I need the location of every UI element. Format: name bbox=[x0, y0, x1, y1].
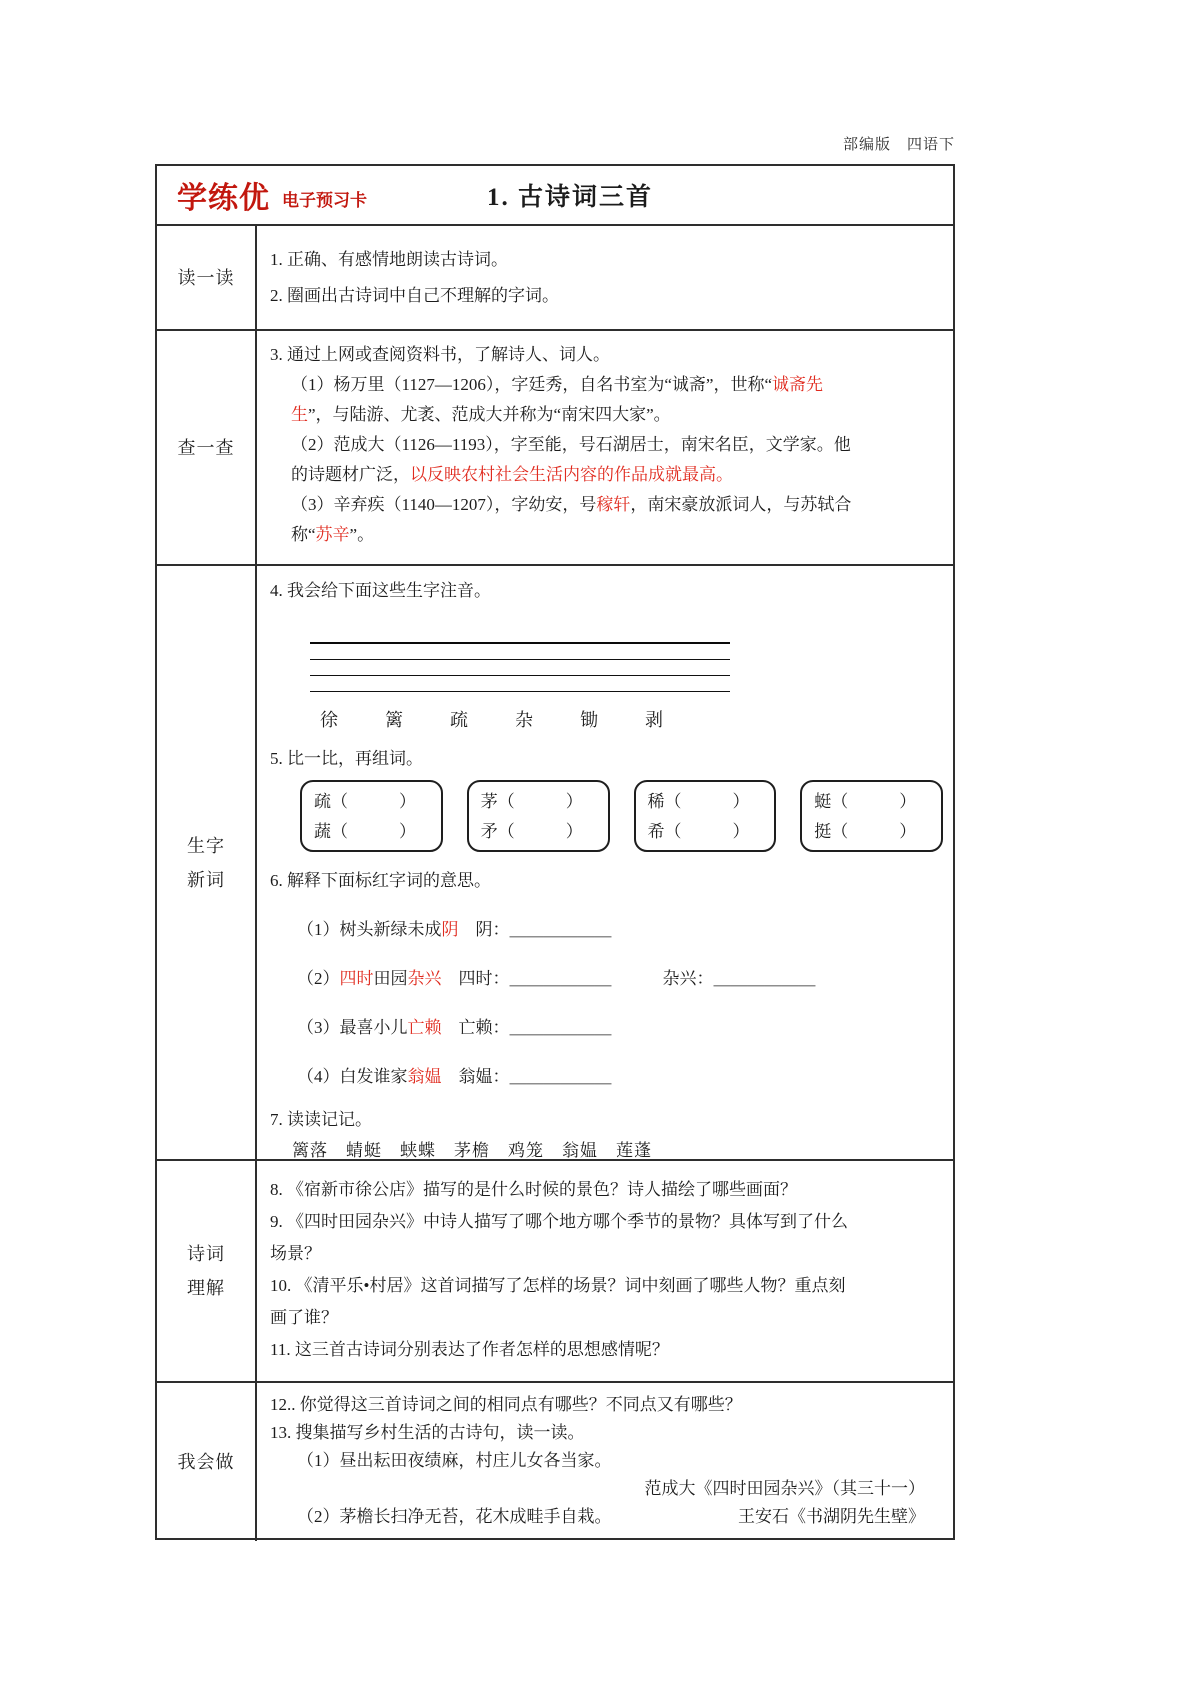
question-line: 11. 这三首古诗词分别表达了作者怎样的思想感情呢？ bbox=[270, 1340, 669, 1359]
question-line: 12.. 你觉得这三首诗词之间的相同点有哪些？不同点又有哪些？ bbox=[270, 1395, 742, 1414]
brand-subtitle: 电子预习卡 bbox=[282, 190, 367, 210]
card-header bbox=[157, 166, 953, 226]
poem-attribution: 范成大《四时田园杂兴》（其三十一） bbox=[644, 1479, 925, 1498]
question-line: 画了谁？ bbox=[270, 1308, 338, 1327]
section-content-search bbox=[257, 331, 953, 564]
explain-item: （4）白发谁家翁媪 翁媪：＿＿＿＿＿＿ bbox=[297, 1067, 612, 1086]
section-row-vocab bbox=[157, 566, 953, 1161]
task-line: 1. 正确、有感情地朗读古诗词。 bbox=[270, 250, 508, 269]
compare-box-line: 稀（ ） bbox=[647, 792, 750, 811]
section-label-text: 诗词 bbox=[187, 1244, 225, 1264]
section-label-understand bbox=[157, 1161, 257, 1381]
poet-bio-line: （3）辛弃疾（1140—1207），字幼安，号稼轩，南宋豪放派词人，与苏轼合 bbox=[291, 495, 852, 514]
explain-item: （2）四时田园杂兴 四时：＿＿＿＿＿＿ 杂兴：＿＿＿＿＿＿ bbox=[297, 969, 816, 988]
task-line: 6. 解释下面标红字词的意思。 bbox=[270, 871, 491, 890]
section-label-todo bbox=[157, 1383, 257, 1541]
compare-box-line: 茅（ ） bbox=[480, 792, 583, 811]
task-line: 7. 读读记记。 bbox=[270, 1110, 372, 1129]
section-label-text: 我会做 bbox=[177, 1452, 235, 1472]
compare-box bbox=[800, 780, 943, 852]
question-line: 场景？ bbox=[270, 1244, 321, 1263]
section-label-search bbox=[157, 331, 257, 564]
poet-bio-line: 称“苏辛”。 bbox=[291, 525, 375, 544]
question-line: 9. 《四时田园杂兴》中诗人描写了哪个地方哪个季节的景物？具体写到了什么 bbox=[270, 1212, 848, 1231]
section-label-read bbox=[157, 226, 257, 329]
poet-bio-line: 的诗题材广泛，以反映农村社会生活内容的作品成就最高。 bbox=[291, 465, 733, 484]
compare-box-line: 蔬（ ） bbox=[314, 822, 416, 841]
writing-line bbox=[310, 642, 730, 644]
lesson-title: 1. 古诗词三首 bbox=[487, 184, 654, 211]
poem-line: （2）茅檐长扫净无苔，花木成畦手自栽。 bbox=[297, 1507, 612, 1526]
section-label-text: 新词 bbox=[187, 869, 225, 890]
brand-logo: 学练优 bbox=[177, 182, 270, 215]
section-label-text: 理解 bbox=[187, 1278, 225, 1298]
prestudy-card bbox=[155, 164, 955, 1540]
poet-bio-line: 生”，与陆游、尤袤、范成大并称为“南宋四大家”。 bbox=[291, 405, 671, 424]
section-label-vocab bbox=[157, 566, 257, 1159]
compare-word-boxes bbox=[300, 780, 943, 852]
writing-line bbox=[310, 691, 730, 692]
compare-box bbox=[467, 780, 610, 852]
question-line: 8. 《宿新市徐公店》描写的是什么时候的景色？诗人描绘了哪些画面？ bbox=[270, 1180, 797, 1199]
task-line: 5. 比一比，再组词。 bbox=[270, 749, 423, 768]
section-content-vocab bbox=[257, 566, 953, 1159]
compare-box-line: 矛（ ） bbox=[480, 822, 583, 841]
compare-box-line: 希（ ） bbox=[647, 822, 750, 841]
section-content-read bbox=[257, 226, 953, 329]
compare-box-line: 疏（ ） bbox=[314, 792, 416, 811]
edition-label: 部编版 四语下 bbox=[842, 137, 955, 153]
compare-box bbox=[634, 780, 777, 852]
section-content-understand bbox=[257, 1161, 953, 1381]
section-label-text: 查一查 bbox=[177, 437, 235, 458]
poet-bio-line: （1）杨万里（1127—1206），字廷秀，自名书室为“诚斋”，世称“诚斋先 bbox=[291, 375, 824, 394]
section-content-todo bbox=[257, 1383, 953, 1541]
pinyin-writing-lines bbox=[270, 642, 943, 692]
task-line: 2. 圈画出古诗词中自己不理解的字词。 bbox=[270, 286, 559, 305]
new-character: 疏 bbox=[450, 710, 468, 730]
section-row-todo bbox=[157, 1383, 953, 1541]
compare-box bbox=[300, 780, 443, 852]
question-line: 13. 搜集描写乡村生活的古诗句，读一读。 bbox=[270, 1423, 585, 1442]
poem-line: （1）昼出耘田夜绩麻，村庄儿女各当家。 bbox=[297, 1451, 612, 1470]
new-character: 徐 bbox=[320, 710, 338, 730]
task-line: 3. 通过上网或查阅资料书，了解诗人、词人。 bbox=[270, 345, 610, 364]
poem-line-with-attribution bbox=[297, 1503, 925, 1531]
poet-bio-line: （2）范成大（1126—1193），字至能，号石湖居士，南宋名臣，文学家。他 bbox=[291, 435, 851, 454]
explain-item: （3）最喜小儿亡赖 亡赖：＿＿＿＿＿＿ bbox=[297, 1018, 612, 1037]
section-row-read bbox=[157, 226, 953, 331]
new-character: 锄 bbox=[580, 710, 598, 730]
new-character: 杂 bbox=[515, 710, 533, 730]
section-row-search bbox=[157, 331, 953, 566]
writing-line bbox=[310, 675, 730, 676]
new-character: 剥 bbox=[645, 710, 663, 730]
writing-line bbox=[310, 659, 730, 660]
new-character: 篱 bbox=[385, 710, 403, 730]
section-label-text: 读一读 bbox=[177, 267, 235, 288]
section-row-understand bbox=[157, 1161, 953, 1383]
explain-item: （1）树头新绿未成阴 阴：＿＿＿＿＿＿ bbox=[297, 920, 612, 939]
word-list: 篱落 蜻蜓 蛱蝶 茅檐 鸡笼 翁媪 莲蓬 bbox=[292, 1141, 652, 1159]
task-line: 4. 我会给下面这些生字注音。 bbox=[270, 581, 491, 600]
poem-attribution: 王安石《书湖阴先生壁》 bbox=[738, 1507, 925, 1526]
section-label-text: 生字 bbox=[187, 835, 225, 856]
new-characters-row bbox=[270, 707, 943, 733]
compare-box-line: 蜓（ ） bbox=[814, 792, 917, 811]
compare-box-line: 挺（ ） bbox=[814, 822, 917, 841]
question-line: 10. 《清平乐•村居》这首词描写了怎样的场景？词中刻画了哪些人物？重点刻 bbox=[270, 1276, 846, 1295]
